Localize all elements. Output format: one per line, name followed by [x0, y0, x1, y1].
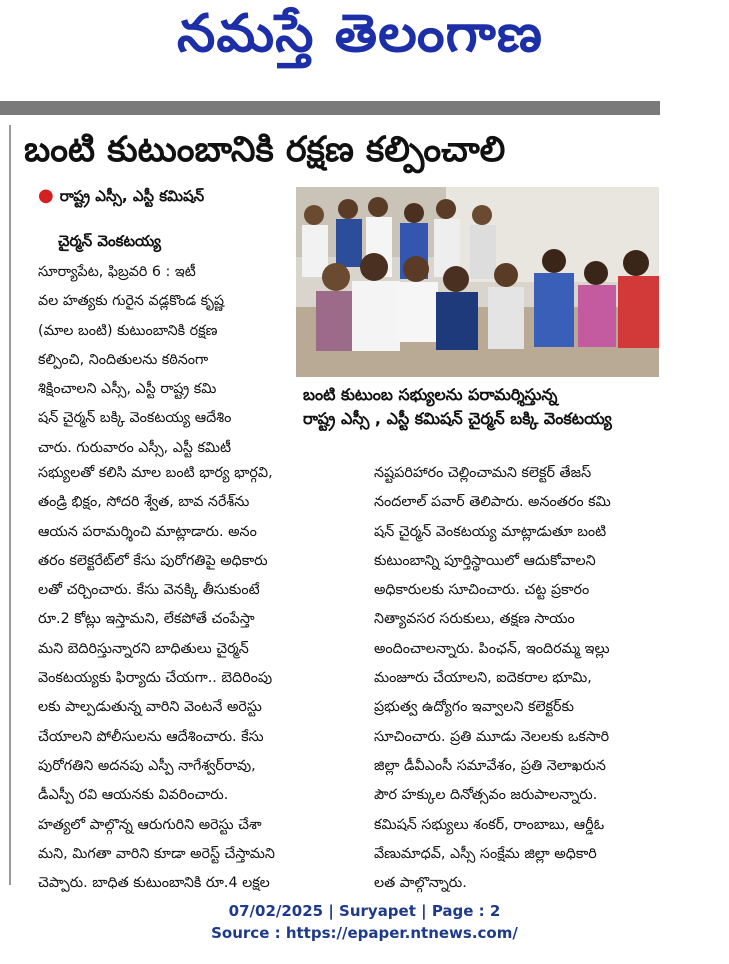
text-line: చారు. గురువారం ఎస్సీ, ఎస్టీ కమిటీ — [38, 439, 232, 456]
text-line: హత్యలో పాల్గొన్న ఆరుగురిని అరెస్టు చేశా — [38, 816, 262, 833]
column-border — [9, 125, 11, 885]
text-line: పౌర హక్కుల దినోత్సవం జరుపాలన్నారు. — [374, 787, 598, 804]
caption-line: రాష్ట్ర ఎస్సీ , ఎస్టీ కమిషన్ చైర్మన్ బక్కి వెంకటయ్య — [303, 409, 612, 428]
text-line: తండ్రి భిక్షం, సోదరి శ్వేత, బావ నరేశ్‌ను — [38, 494, 250, 511]
text-line: నందలాల్ పవార్ తెలిపారు. అనంతరం కమి — [374, 494, 611, 511]
article-kicker — [38, 185, 204, 209]
article-headline: బంటి కుటుంబానికి రక్షణ కల్పించాలి — [24, 130, 506, 170]
text-line: (మాల బంటి) కుటుంబానికి రక్షణ — [38, 322, 218, 339]
kicker-text: రాష్ట్ర ఎస్సీ, ఎస్టీ కమిషన్ — [59, 187, 205, 205]
text-line: మంజూరు చేయాలని, ఐదెకరాల భూమి, — [374, 670, 592, 687]
text-line: శిక్షించాలని ఎస్సీ, ఎస్టీ రాష్ట్ర కమి — [38, 381, 217, 398]
text-line: మని, మిగతా వారిని కూడా అరెస్ట్ చేస్తామని — [38, 845, 275, 862]
text-line: కమిషన్ సభ్యులు శంకర్, రాంబాబు, ఆర్డీఓ — [374, 816, 605, 833]
text-line: సూర్యాపేట, ఫిబ్రవరి 6 : ఇటీ — [38, 264, 196, 280]
text-line: షన్ చైర్మన్ వెంకటయ్య మాట్లాడుతూ బంటి — [374, 523, 607, 540]
caption-line: బంటి కుటుంబ సభ్యులను పరామర్శిస్తున్న — [303, 385, 558, 404]
news-photo — [296, 187, 659, 377]
text-line: లతో చర్చించారు. కేసు వెనక్కి తీసుకుంటే — [38, 582, 260, 599]
article-column-left — [38, 459, 362, 898]
text-line: లకు పాల్పడుతున్న వారిని వెంటనే అరెస్టు — [38, 699, 262, 716]
bullet-icon: ● — [38, 185, 54, 206]
photo-caption — [303, 383, 659, 431]
text-line: ఆయన పరామర్శించి మాట్లాడారు. అనం — [38, 523, 257, 540]
text-line: అందించాలన్నారు. పింఛన్, ఇందిరమ్మ ఇల్లు — [374, 640, 610, 657]
text-line: సూచించారు. ప్రతి మూడు నెలలకు ఒకసారి — [374, 728, 610, 745]
text-line: వెంకటయ్యకు ఫిర్యాదు చేయగా.. బెదిరింపు — [38, 670, 273, 687]
masthead — [0, 0, 729, 100]
text-line: వేణుమాధవ్, ఎస్సీ సంక్షేమ జిల్లా అధికారి — [374, 845, 597, 862]
text-line: కుటుంబాన్ని పూర్తిస్థాయిలో ఆదుకోవాలని — [374, 552, 596, 569]
article-kicker-sub: చైర్మన్ వెంకటయ్య — [58, 232, 162, 250]
footer-source-link[interactable]: Source : https://epaper.ntnews.com/ — [211, 924, 518, 942]
text-line: చెప్పారు. బాధిత కుటుంబానికి రూ.4 లక్షల — [38, 875, 270, 892]
text-line: చేయాలని పోలీసులను ఆదేశించారు. కేసు — [38, 728, 264, 745]
footer-date-edition: 07/02/2025 | Suryapet | Page : 2 — [228, 902, 501, 920]
text-line: పురోగతిని అదనపు ఎస్పీ నాగేశ్వర్‌రావు, — [38, 757, 256, 774]
page-footer — [0, 900, 729, 944]
text-line: జిల్లా డీవీఎంసీ సమావేశం, ప్రతి నెలాఖరున — [374, 757, 606, 774]
text-line: డీఎస్పీ రవి ఆయనకు వివరించారు. — [38, 787, 229, 804]
text-line: అధికారులకు సూచించారు. చట్ట ప్రకారం — [374, 582, 590, 599]
text-line: వల హత్యకు గురైన వడ్లకొండ కృష్ణ — [38, 293, 225, 310]
text-line: కల్పించి, నిందితులను కఠినంగా — [38, 351, 209, 368]
text-line: మని బెదిరిస్తున్నారని బాధితులు చైర్మన్ — [38, 640, 249, 657]
article-column-left-top — [38, 258, 294, 463]
photo-illustration — [296, 187, 659, 377]
text-line: నిత్యావసర సరుకులు, తక్షణ సాయం — [374, 611, 575, 628]
article-column-right — [374, 459, 664, 898]
newspaper-logo: నమస్తే తెలంగాణ — [176, 4, 544, 64]
text-line: రూ.2 కోట్లు ఇస్తామని, లేకపోతే చంపేస్తా — [38, 611, 255, 628]
text-line: షన్ చైర్మన్ బక్కి వెంకటయ్య ఆదేశిం — [38, 410, 232, 427]
masthead-rule — [0, 101, 660, 115]
text-line: ప్రభుత్వ ఉద్యోగం ఇవ్వాలని కలెక్టర్‌కు — [374, 699, 574, 716]
text-line: నష్టపరిహారం చెల్లించామని కలెక్టర్ తేజస్ — [374, 465, 592, 481]
text-line: సభ్యులతో కలిసి మాల బంటి భార్య భార్గవి, — [38, 465, 273, 481]
text-line: లత పాల్గొన్నారు. — [374, 875, 467, 892]
text-line: తరం కలెక్టరేట్‌లో కేసు పురోగతిపై అధికారు — [38, 552, 268, 569]
